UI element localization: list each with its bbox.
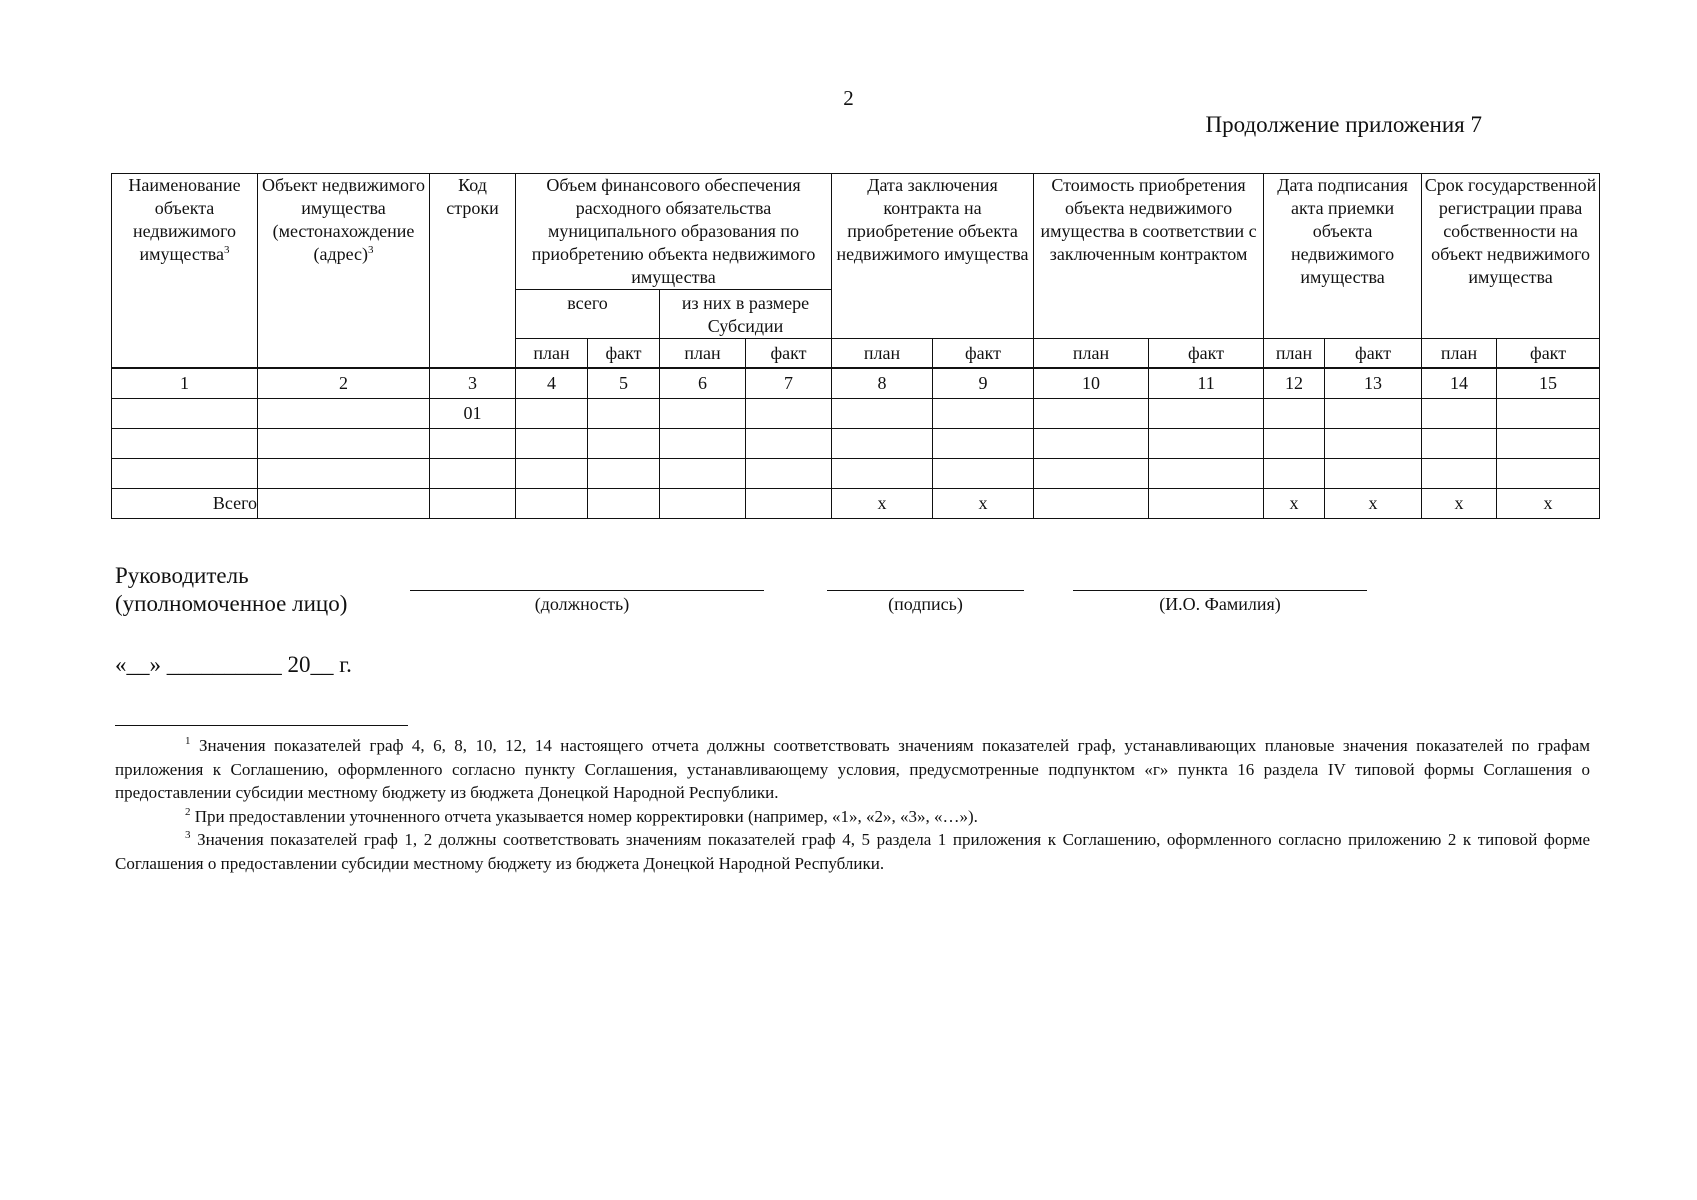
appendix-continuation-title: Продолжение приложения 7 — [1205, 112, 1482, 137]
table-cell — [746, 429, 832, 459]
table-cell — [832, 399, 933, 429]
header-funding-total: всего — [516, 290, 660, 339]
column-number: 7 — [746, 368, 832, 399]
column-number: 6 — [660, 368, 746, 399]
table-cell — [1325, 399, 1422, 429]
position-line — [410, 590, 764, 591]
total-cell — [746, 489, 832, 519]
total-row — [112, 489, 1600, 519]
total-cell — [516, 489, 588, 519]
position-caption: (должность) — [534, 594, 630, 614]
signature-caption: (подпись) — [888, 594, 963, 614]
table-cell — [1497, 429, 1600, 459]
page-number: 2 — [843, 86, 854, 110]
column-number: 8 — [832, 368, 933, 399]
name-line — [1073, 590, 1367, 591]
table-cell — [1325, 459, 1422, 489]
table-cell — [112, 459, 258, 489]
table-cell — [258, 429, 430, 459]
table-cell — [746, 459, 832, 489]
table-cell — [1325, 429, 1422, 459]
table-cell — [1264, 429, 1325, 459]
total-cell: x — [1264, 489, 1325, 519]
row-code-cell: 01 — [430, 399, 516, 429]
header-purchase-cost: Стоимость приобретения объекта недвижимого имущества в соответствии с заключенным контрактом — [1034, 174, 1264, 339]
total-cell — [258, 489, 430, 519]
table-cell — [832, 429, 933, 459]
table-cell — [516, 429, 588, 459]
table-cell — [660, 399, 746, 429]
table-cell — [1034, 429, 1149, 459]
header-funding-subsidy: из них в размере Субсидии — [660, 290, 832, 339]
column-number: 9 — [933, 368, 1034, 399]
column-number: 4 — [516, 368, 588, 399]
table-cell — [1422, 399, 1497, 429]
table-cell — [660, 429, 746, 459]
header-object-address: Объект недвижимого имущества (местонахождение (адрес)$^3$ — [258, 174, 430, 369]
table-cell — [746, 399, 832, 429]
total-cell: x — [1422, 489, 1497, 519]
fact-label: факт — [588, 339, 660, 369]
total-cell — [588, 489, 660, 519]
table-cell — [933, 399, 1034, 429]
header-funding-volume: Объем финансового обеспечения расходного обязательства муниципального образования по приобретению объекта недвижимого имущества — [516, 174, 832, 290]
table-cell — [258, 399, 430, 429]
total-cell: x — [832, 489, 933, 519]
row-code-cell — [430, 429, 516, 459]
fact-label: факт — [1497, 339, 1600, 369]
table-cell — [660, 459, 746, 489]
total-cell: x — [933, 489, 1034, 519]
plan-label: план — [660, 339, 746, 369]
fact-label: факт — [1149, 339, 1264, 369]
table-cell — [1497, 459, 1600, 489]
table-cell — [588, 399, 660, 429]
plan-label: план — [1034, 339, 1149, 369]
column-number: 15 — [1497, 368, 1600, 399]
total-cell: x — [1497, 489, 1600, 519]
table-cell — [1034, 459, 1149, 489]
table-cell — [516, 459, 588, 489]
column-number-row — [112, 368, 1600, 399]
date-line: «__» __________ 20__ г. — [115, 652, 352, 677]
fact-label: факт — [746, 339, 832, 369]
fact-label: факт — [933, 339, 1034, 369]
column-number: 12 — [1264, 368, 1325, 399]
table-cell — [1422, 429, 1497, 459]
table-row — [112, 399, 1600, 429]
signature-line — [827, 590, 1024, 591]
row-code-cell — [430, 459, 516, 489]
table-row — [112, 429, 1600, 459]
signatory-label: Руководитель (уполномоченное лицо) — [115, 563, 348, 616]
table-cell — [112, 399, 258, 429]
column-number: 13 — [1325, 368, 1422, 399]
header-row — [112, 174, 1600, 290]
footnote: $^1$ Значения показателей граф 4, 6, 8, 10, 12, 14 настоящего отчета должны соответствовать значениям показателей граф, устанавливающих плановые значения показателей по графам приложения к Соглашению, оформленного согласно пункту Соглашения, устанавливающему условия, предусмотренные подпунктом «г» пункта 16 раздела IV типовой формы Соглашения о предоставлении субсидии местному бюджету из бюджета Донецкой Народной Республики. — [115, 735, 1590, 802]
table-cell — [516, 399, 588, 429]
total-cell — [1149, 489, 1264, 519]
column-number: 1 — [112, 368, 258, 399]
total-cell: x — [1325, 489, 1422, 519]
total-cell — [1034, 489, 1149, 519]
total-cell — [430, 489, 516, 519]
fact-label: факт — [1325, 339, 1422, 369]
table-cell — [1149, 399, 1264, 429]
column-number: 14 — [1422, 368, 1497, 399]
table-cell — [933, 459, 1034, 489]
footnote: $^2$ При предоставлении уточненного отчета указывается номер корректировки (например, «1», «2», «3», «…»). — [185, 805, 978, 826]
table-cell — [1264, 399, 1325, 429]
report-table — [111, 173, 1600, 519]
table-row — [112, 459, 1600, 489]
header-contract-date: Дата заключения контракта на приобретение объекта недвижимого имущества — [832, 174, 1034, 339]
table-cell — [588, 459, 660, 489]
footnotes — [115, 734, 1590, 875]
table-cell — [1422, 459, 1497, 489]
header-act-date: Дата подписания акта приемки объекта недвижимого имущества — [1264, 174, 1422, 339]
table-cell — [1034, 399, 1149, 429]
plan-label: план — [516, 339, 588, 369]
header-row-code: Код строки — [430, 174, 516, 369]
total-label: Всего — [112, 489, 258, 519]
column-number: 5 — [588, 368, 660, 399]
table-cell — [588, 429, 660, 459]
plan-label: план — [1422, 339, 1497, 369]
plan-label: план — [832, 339, 933, 369]
table-cell — [933, 429, 1034, 459]
header-registration-term: Срок государственной регистрации права собственности на объект недвижимого имущества — [1422, 174, 1600, 339]
table-cell — [112, 429, 258, 459]
column-number: 2 — [258, 368, 430, 399]
table-cell — [1149, 459, 1264, 489]
column-number: 3 — [430, 368, 516, 399]
table-cell — [1497, 399, 1600, 429]
column-number: 11 — [1149, 368, 1264, 399]
table-cell — [258, 459, 430, 489]
plan-label: план — [1264, 339, 1325, 369]
column-number: 10 — [1034, 368, 1149, 399]
footnote: $^3$ Значения показателей граф 1, 2 должны соответствовать значениям показателей граф 4, 5 раздела 1 приложения к Соглашению, оформленного согласно приложению 2 к типовой форме Соглашения о предоставлении субсидии местному бюджету из бюджета Донецкой Народной Республики. — [115, 829, 1590, 873]
table-cell — [832, 459, 933, 489]
table-cell — [1149, 429, 1264, 459]
total-cell — [660, 489, 746, 519]
footnote-separator — [115, 725, 408, 726]
table-cell — [1264, 459, 1325, 489]
name-caption: (И.О. Фамилия) — [1159, 594, 1281, 614]
header-object-name: Наименование объекта недвижимого имущества$^3$ — [112, 174, 258, 369]
